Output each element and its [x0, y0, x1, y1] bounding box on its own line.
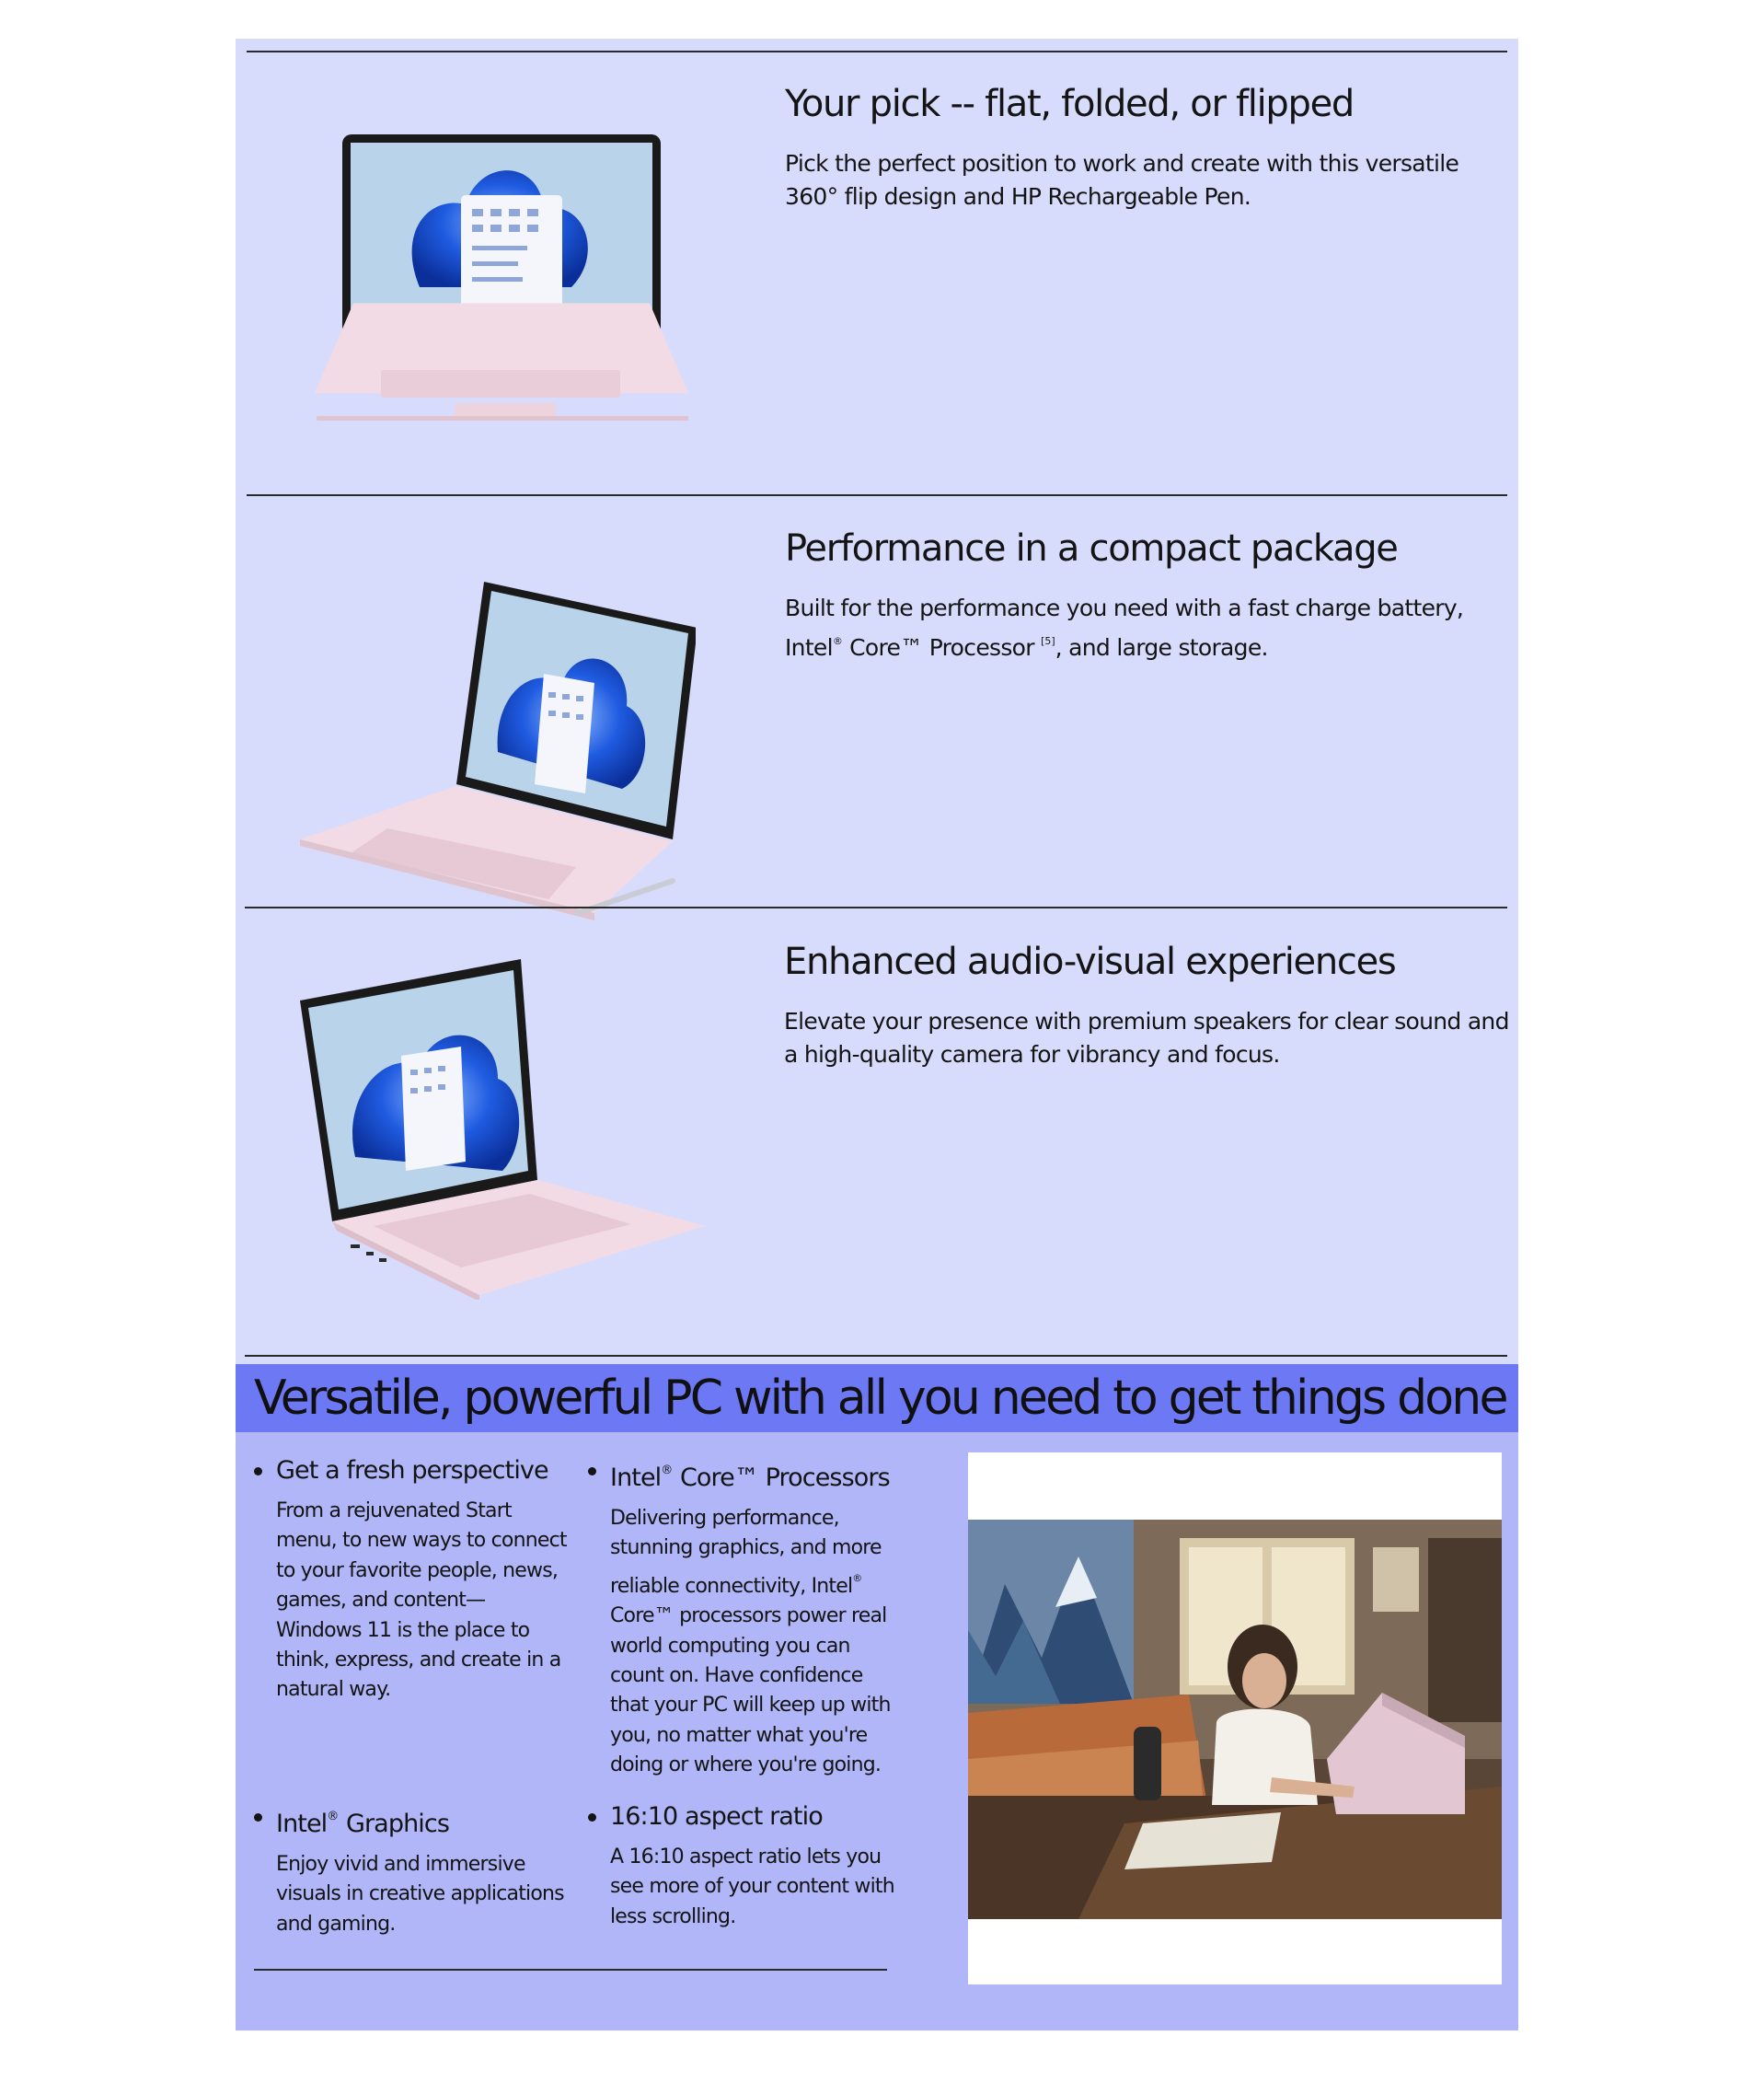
bullet-icon — [588, 1467, 596, 1475]
laptop-front-image — [309, 94, 696, 425]
specs-section — [236, 1432, 1518, 2030]
bullet-icon — [588, 1813, 596, 1822]
spec-heading-text: Graphics — [339, 1810, 449, 1838]
section-banner — [236, 1364, 1518, 1432]
feature-description: Pick the perfect position to work and create with this versatile 360° flip design and HP Rechargeable Pen. — [785, 150, 1459, 210]
feature-title: Your pick -- flat, folded, or flipped — [785, 83, 1354, 125]
spec-heading-text: Get a fresh perspective — [276, 1456, 548, 1485]
laptop-angled-image — [300, 536, 696, 922]
spec-body: Enjoy vivid and immersive visuals in creative applications and gaming. — [276, 1853, 564, 1936]
bullet-icon — [254, 1813, 262, 1822]
spec-heading-text: 16:10 aspect ratio — [610, 1802, 823, 1831]
divider — [254, 1969, 887, 1971]
spec-heading-text: Intel — [610, 1463, 662, 1492]
feature-title: Performance in a compact package — [785, 527, 1398, 570]
spec-heading — [588, 1800, 901, 1834]
footnote-reference[interactable]: [5] — [1041, 635, 1055, 647]
lifestyle-photo — [968, 1520, 1502, 1919]
feature-description-text: , and large storage. — [1055, 634, 1268, 661]
divider — [245, 1355, 1507, 1357]
divider — [247, 51, 1507, 52]
feature-description — [785, 592, 1512, 665]
spec-heading — [588, 1454, 901, 1495]
lifestyle-photo-frame — [968, 1452, 1502, 1984]
bullet-icon — [254, 1467, 262, 1475]
registered-mark: ® — [832, 635, 843, 647]
spec-column — [588, 1800, 901, 1932]
registered-mark: ® — [327, 1810, 340, 1823]
feature-title: Enhanced audio-visual experiences — [784, 941, 1396, 983]
banner-title: Versatile, powerful PC with all you need to get things done — [254, 1371, 1506, 1426]
features-panel — [236, 39, 1518, 1364]
spec-heading — [254, 1800, 567, 1841]
spec-column — [588, 1454, 901, 1781]
spec-column — [254, 1800, 567, 1939]
spec-body — [610, 1504, 901, 1781]
spec-heading-text: Core™ Processors — [673, 1463, 890, 1492]
laptop-side-image — [300, 950, 705, 1300]
spec-heading-text: Intel — [276, 1810, 328, 1838]
divider — [247, 494, 1507, 496]
spec-body-text: Delivering performance, stunning graphics, and more reliable connectivity, Intel — [610, 1507, 882, 1598]
registered-mark: ® — [661, 1463, 674, 1477]
feature-description-text: Core™ Processor — [849, 634, 1034, 661]
feature-description: Elevate your presence with premium speakers for clear sound and a high-quality camera for vibrancy and focus. — [784, 1008, 1509, 1068]
registered-mark: ® — [852, 1571, 863, 1584]
spec-column — [254, 1454, 567, 1706]
spec-body-text: Core™ processors power real world computing you can count on. Have confidence that your PC will keep up with you, no matter what you're doing or where you're going. — [610, 1604, 891, 1777]
spec-body: A 16:10 aspect ratio lets you see more of your content with less scrolling. — [610, 1845, 894, 1928]
feature-description-text: Built for the performance you need with a fast charge battery, Intel — [785, 595, 1464, 661]
spec-body: From a rejuvenated Start menu, to new ways to connect to your favorite people, news, games, and content—Windows 11 is the place to think, express, and create in a natural way. — [276, 1499, 567, 1702]
spec-heading — [254, 1454, 567, 1487]
divider — [245, 907, 1507, 908]
